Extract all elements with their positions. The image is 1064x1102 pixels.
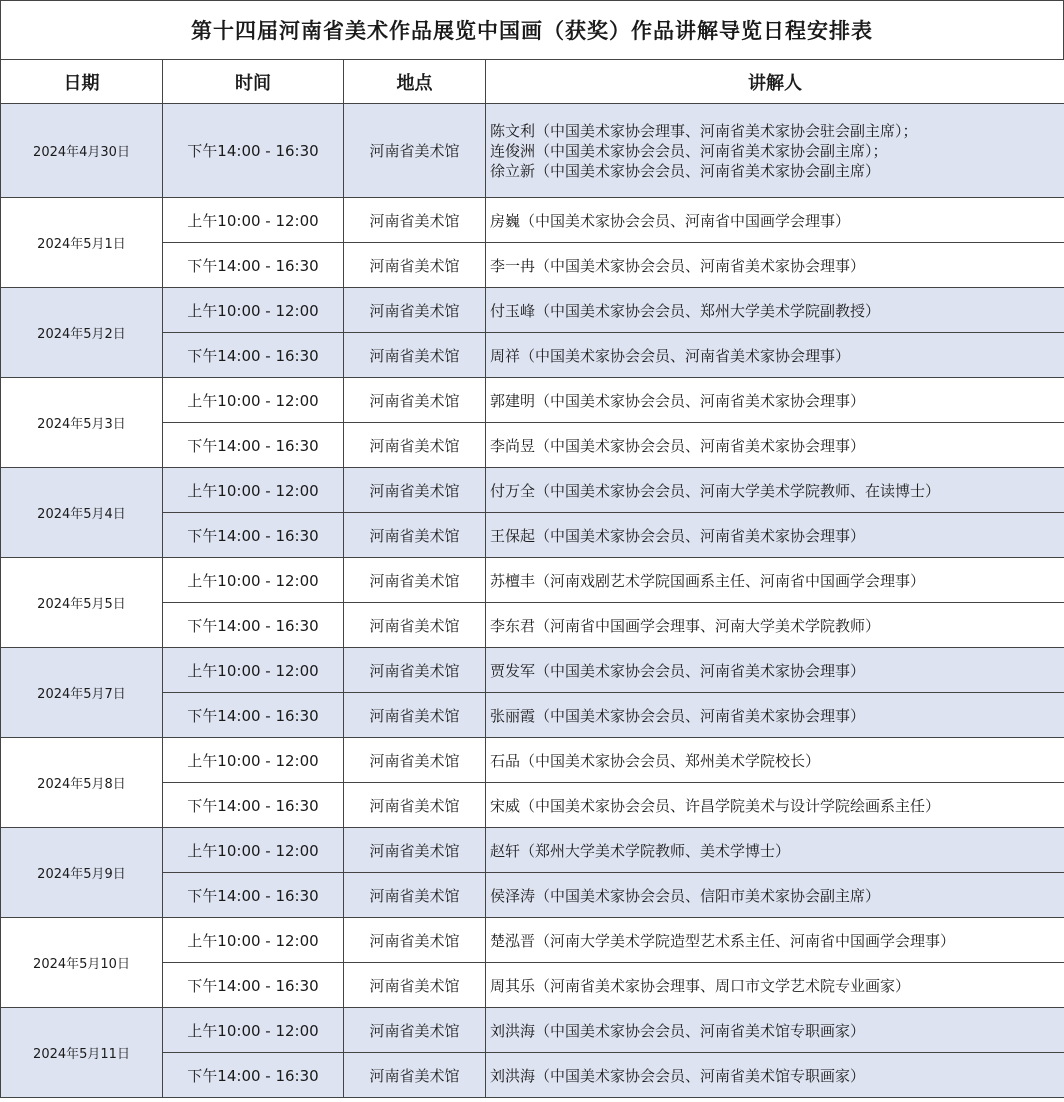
- table-row: [1, 378, 1064, 423]
- time-cell: 上午10:00 - 12:00: [163, 198, 344, 243]
- header-row: [1, 60, 1064, 104]
- place-cell: 河南省美术馆: [344, 738, 486, 783]
- speaker-cell: 宋威（中国美术家协会会员、许昌学院美术与设计学院绘画系主任）: [486, 783, 1064, 828]
- place-cell: 河南省美术馆: [344, 288, 486, 333]
- date-cell: 2024年5月4日: [1, 468, 163, 558]
- speaker-cell: 石品（中国美术家协会会员、郑州美术学院校长）: [486, 738, 1064, 783]
- place-cell: 河南省美术馆: [344, 423, 486, 468]
- place-cell: 河南省美术馆: [344, 378, 486, 423]
- time-cell: 下午14:00 - 16:30: [163, 333, 344, 378]
- time-cell: 上午10:00 - 12:00: [163, 918, 344, 963]
- place-cell: 河南省美术馆: [344, 1053, 486, 1098]
- time-cell: 上午10:00 - 12:00: [163, 828, 344, 873]
- time-cell: 下午14:00 - 16:30: [163, 873, 344, 918]
- speaker-cell: 贾发军（中国美术家协会会员、河南省美术家协会理事）: [486, 648, 1064, 693]
- place-cell: 河南省美术馆: [344, 693, 486, 738]
- speaker-cell: 刘洪海（中国美术家协会会员、河南省美术馆专职画家）: [486, 1008, 1064, 1053]
- speaker-cell: 周其乐（河南省美术家协会理事、周口市文学艺术院专业画家）: [486, 963, 1064, 1008]
- speaker-line: 陈文利（中国美术家协会理事、河南省美术家协会驻会副主席）；: [490, 121, 918, 140]
- time-cell: 上午10:00 - 12:00: [163, 648, 344, 693]
- place-cell: 河南省美术馆: [344, 603, 486, 648]
- speaker-cell: 付万全（中国美术家协会会员、河南大学美术学院教师、在读博士）: [486, 468, 1064, 513]
- table-row: [1, 288, 1064, 333]
- speaker-cell: 赵轩（郑州大学美术学院教师、美术学博士）: [486, 828, 1064, 873]
- time-cell: 上午10:00 - 12:00: [163, 288, 344, 333]
- date-cell: 2024年5月5日: [1, 558, 163, 648]
- speaker-cell: 苏檀丰（河南戏剧艺术学院国画系主任、河南省中国画学会理事）: [486, 558, 1064, 603]
- table-row: [1, 738, 1064, 783]
- time-cell: 下午14:00 - 16:30: [163, 243, 344, 288]
- table-row: [1, 468, 1064, 513]
- table-row: [1, 558, 1064, 603]
- speaker-cell: 郭建明（中国美术家协会会员、河南省美术家协会理事）: [486, 378, 1064, 423]
- schedule-body: [1, 104, 1064, 1098]
- place-cell: 河南省美术馆: [344, 828, 486, 873]
- speaker-cell: 侯泽涛（中国美术家协会会员、信阳市美术家协会副主席）: [486, 873, 1064, 918]
- speaker-cell: 付玉峰（中国美术家协会会员、郑州大学美术学院副教授）: [486, 288, 1064, 333]
- speaker-cell: 张丽霞（中国美术家协会会员、河南省美术家协会理事）: [486, 693, 1064, 738]
- date-cell: 2024年5月3日: [1, 378, 163, 468]
- date-cell: 2024年5月10日: [1, 918, 163, 1008]
- time-cell: 下午14:00 - 16:30: [163, 513, 344, 558]
- place-cell: 河南省美术馆: [344, 513, 486, 558]
- place-cell: 河南省美术馆: [344, 243, 486, 288]
- place-cell: 河南省美术馆: [344, 104, 486, 198]
- time-cell: 上午10:00 - 12:00: [163, 738, 344, 783]
- time-cell: 上午10:00 - 12:00: [163, 558, 344, 603]
- place-cell: 河南省美术馆: [344, 333, 486, 378]
- time-cell: 下午14:00 - 16:30: [163, 963, 344, 1008]
- header-speaker: 讲解人: [486, 60, 1064, 104]
- place-cell: 河南省美术馆: [344, 1008, 486, 1053]
- speaker-cell: 楚泓晋（河南大学美术学院造型艺术系主任、河南省中国画学会理事）: [486, 918, 1064, 963]
- time-cell: 下午14:00 - 16:30: [163, 603, 344, 648]
- schedule-table: [0, 59, 1064, 1098]
- table-row: [1, 648, 1064, 693]
- date-cell: 2024年5月8日: [1, 738, 163, 828]
- date-cell: 2024年4月30日: [1, 104, 163, 198]
- speaker-cell: 房巍（中国美术家协会会员、河南省中国画学会理事）: [486, 198, 1064, 243]
- date-cell: 2024年5月1日: [1, 198, 163, 288]
- page-title: 第十四届河南省美术作品展览中国画（获奖）作品讲解导览日程安排表: [0, 0, 1064, 59]
- place-cell: 河南省美术馆: [344, 873, 486, 918]
- header-place: 地点: [344, 60, 486, 104]
- date-cell: 2024年5月11日: [1, 1008, 163, 1098]
- date-cell: 2024年5月7日: [1, 648, 163, 738]
- speaker-cell: 周祥（中国美术家协会会员、河南省美术家协会理事）: [486, 333, 1064, 378]
- time-cell: 下午14:00 - 16:30: [163, 783, 344, 828]
- speaker-cell: 李东君（河南省中国画学会理事、河南大学美术学院教师）: [486, 603, 1064, 648]
- place-cell: 河南省美术馆: [344, 783, 486, 828]
- place-cell: 河南省美术馆: [344, 468, 486, 513]
- time-cell: 下午14:00 - 16:30: [163, 423, 344, 468]
- speaker-line: 连俊洲（中国美术家协会会员、河南省美术家协会副主席）；: [490, 141, 888, 160]
- speaker-line: 徐立新（中国美术家协会会员、河南省美术家协会副主席）: [490, 161, 881, 180]
- table-row: [1, 198, 1064, 243]
- table-row: [1, 104, 1064, 198]
- header-time: 时间: [163, 60, 344, 104]
- speaker-cell: 刘洪海（中国美术家协会会员、河南省美术馆专职画家）: [486, 1053, 1064, 1098]
- speaker-cell: 李尚昱（中国美术家协会会员、河南省美术家协会理事）: [486, 423, 1064, 468]
- date-cell: 2024年5月2日: [1, 288, 163, 378]
- time-cell: 上午10:00 - 12:00: [163, 1008, 344, 1053]
- time-cell: 上午10:00 - 12:00: [163, 468, 344, 513]
- time-cell: 下午14:00 - 16:30: [163, 1053, 344, 1098]
- time-cell: 下午14:00 - 16:30: [163, 693, 344, 738]
- table-row: [1, 918, 1064, 963]
- date-cell: 2024年5月9日: [1, 828, 163, 918]
- time-cell: 下午14:00 - 16:30: [163, 104, 344, 198]
- place-cell: 河南省美术馆: [344, 198, 486, 243]
- table-row: [1, 828, 1064, 873]
- place-cell: 河南省美术馆: [344, 648, 486, 693]
- place-cell: 河南省美术馆: [344, 918, 486, 963]
- table-row: [1, 1008, 1064, 1053]
- speaker-cell: 王保起（中国美术家协会会员、河南省美术家协会理事）: [486, 513, 1064, 558]
- place-cell: 河南省美术馆: [344, 963, 486, 1008]
- time-cell: 上午10:00 - 12:00: [163, 378, 344, 423]
- speaker-cell: 李一冉（中国美术家协会会员、河南省美术家协会理事）: [486, 243, 1064, 288]
- header-date: 日期: [1, 60, 163, 104]
- speaker-cell: [486, 104, 1064, 198]
- place-cell: 河南省美术馆: [344, 558, 486, 603]
